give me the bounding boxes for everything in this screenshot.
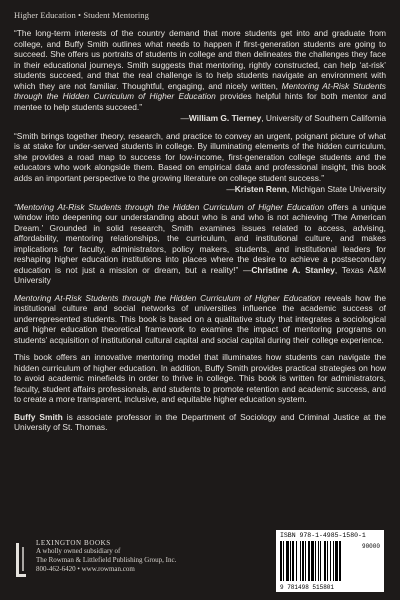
barcode [276, 530, 384, 592]
price-code: 90000 [361, 543, 380, 550]
blurb-renn [14, 131, 386, 195]
blurb-author: Kristen Renn [234, 184, 287, 194]
isbn-label: ISBN 978-1-4985-1580-1 [280, 532, 366, 539]
book-title: Mentoring At-Risk Students through the Hidden Curriculum of Higher Education [14, 80, 386, 101]
blurb-text: “The long-term interests of the country demand that more students get into and graduate from college, and Buffy Smith outlines what needs to happen if first-generation students are going to succeed. She offers us portraits of students in college and then delineates the challenges they face in their educational journeys. Smith suggests that mentoring, rightly constructed, can help ‘at-risk’ students succeed, and that the real challenge is to help students navigate an environment with which they are not familiar. Thoughtful, engaging, and nicely written, [14, 28, 386, 91]
back-cover-text [14, 28, 386, 440]
blurb-text: “Smith brings together theory, research, and practice to convey an urgent, poignant picture of what is at stake for under-served students in college. By illuminating elements of the hidden curriculum, she provides a road map to success for low-income, first-generation college students and the educators who work alongside them. Based on empirical data and professional insight, this book adds an important perspective to the growing literature on college student success.” [14, 130, 386, 183]
blurb-stanley: “Mentoring At-Risk Students through the Hidden Curriculum of Higher Education offers a unique window into deepening our understanding about who is and who is not achieving ‘The American Dream.’ Grounded in solid research, Smith examines issues related to access, advising, affordability, mentoring relationships, the curriculum, and institutional culture, and makes implications for faculty, administrators, policy makers, students, and institutional leaders for reshaping higher education institutions into places where the desire to achieve a postsecondary education is not just a mission or dream, but a reality!” —Christine A. Stanley, Texas A&M University [14, 201, 387, 285]
blurb-author: William G. Tierney [188, 113, 262, 123]
publisher-name: LEXINGTON BOOKS [36, 539, 111, 547]
author-bio-text: is associate professor in the Department of Sociology and Criminal Justice at the University of St. Thomas. [14, 411, 386, 432]
description-text: reveals how the institutional culture and social networks of universities influence the academic success of underrepresented students. This book is based on a qualitative study that integrates a sociological and higher education theoretical framework to examine the impact of mentoring programs on students’ acquisition of institutional cultural capital and social capital during their college experience. [14, 292, 386, 345]
blurb-tierney [14, 28, 386, 124]
blurb-affiliation: Texas A&M University [14, 264, 387, 285]
blurb-affiliation: Michigan State University [291, 184, 386, 194]
author-name: Buffy Smith [14, 411, 63, 422]
blurb-text: provides helpful hints for both mentor and mentee to help students succeed.” [14, 91, 386, 112]
book-title: Mentoring At-Risk Students through the Hidden Curriculum of Higher Education [14, 292, 321, 303]
author-bio [14, 412, 386, 433]
barcode-bars-icon [280, 541, 358, 583]
description-paragraph [14, 293, 386, 346]
publisher-contact: 800-462-6420 • www.rowman.com [36, 565, 135, 573]
blurb-author: Christine A. Stanley [251, 264, 335, 275]
blurb-affiliation: University of Southern California [265, 113, 386, 123]
blurb-attribution: —William G. Tierney, University of Southern California [180, 113, 386, 123]
subject-line: Higher Education • Student Mentoring [14, 10, 149, 20]
publisher-parent: The Rowman & Littlefield Publishing Group, Inc. [36, 556, 177, 564]
blurb-attribution: —Kristen Renn, Michigan State University [226, 184, 386, 194]
blurb-text: offers a unique window into deepening our understanding about who is and who is not achieving ‘The American Dream.’ Grounded in solid research, Smith examines issues related to access, advising, affordability, mentoring relationships, the curriculum, and institutional culture, and makes implications for faculty, administrators, policy makers, students, and institutional leaders for reshaping higher education institutions into places where the desire to achieve a postsecondary education is not just a mission or dream, but a reality!” [14, 201, 386, 275]
publisher-subsidiary: A wholly owned subsidiary of [36, 547, 121, 555]
barcode-number: 9 781498 515801 [280, 584, 335, 591]
description-paragraph-2: This book offers an innovative mentoring model that illuminates how students can navigate the hidden curriculum of higher education. In addition, Buffy Smith provides practical strategies on how to avoid academic minefields in order to thrive in college. This book is written for administrators, faculty, student affairs professionals, and students to promote retention and academic success, and to create a more transparent, inclusive, and equitable higher education system. [14, 352, 386, 404]
book-title: “Mentoring At-Risk Students through the Hidden Curriculum of Higher Education [14, 201, 324, 212]
publisher-info [36, 539, 246, 574]
lexington-logo-icon [14, 541, 28, 581]
